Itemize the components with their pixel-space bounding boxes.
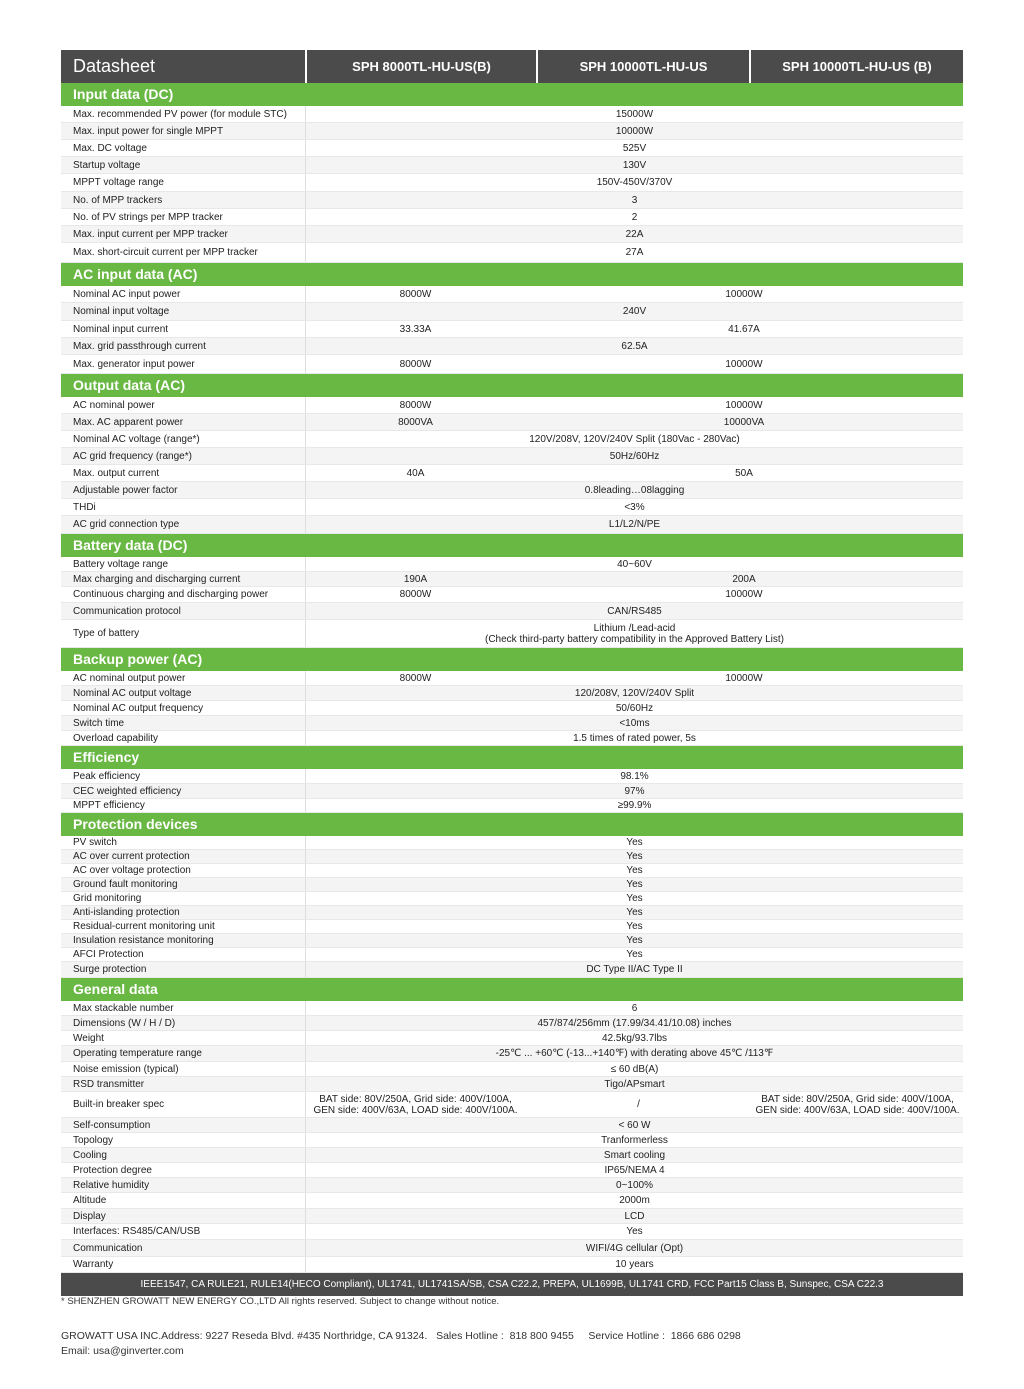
row-label: Noise emission (typical) [61,1062,306,1076]
row-label: Max. grid passthrough current [61,338,306,354]
model-column-3: SPH 10000TL-HU-US (B) [751,50,963,83]
row-label: AC grid frequency (range*) [61,448,306,464]
row-value: Yes [626,1226,643,1237]
row-value: 50A [735,467,753,479]
row-label: Max. output current [61,465,306,481]
footer-email-line: Email: usa@ginverter.com [61,1345,184,1357]
row-value: 120V/208V, 120V/240V Split (180Vac - 280Vac) [529,433,740,445]
section-header: Efficiency [61,746,963,769]
row-label: Weight [61,1031,306,1045]
row-value: 10000W [725,589,763,600]
row-label: AC over current protection [61,850,306,863]
table-row [61,174,963,192]
row-label: RSD transmitter [61,1077,306,1091]
section-header: Output data (AC) [61,374,963,397]
table-row [61,906,963,920]
table-row [61,962,963,978]
table-header [61,50,963,83]
section-header: Backup power (AC) [61,648,963,671]
row-label: Relative humidity [61,1178,306,1192]
table-row [61,465,963,482]
row-value: 8000W [399,672,432,684]
table-row [61,1118,963,1133]
row-value: WIFI/4G cellular (Opt) [585,1242,684,1254]
table-row [61,1224,963,1240]
row-label: Anti-islanding protection [61,906,306,919]
row-label: Adjustable power factor [61,482,306,498]
row-value: 457/874/256mm (17.99/34.41/10.08) inches [537,1017,732,1029]
row-value: 10000W [725,288,763,300]
footer-address-line: GROWATT USA INC.Address: 9227 Reseda Blvd. #435 Northridge, CA 91324. Sales Hotline : 818 800 9455 Service Hotline : 1866 686 0298 [61,1330,741,1342]
row-value: 50Hz/60Hz [609,450,660,462]
row-value: Tigo/APsmart [604,1078,665,1090]
table-row [61,1257,963,1273]
row-value: 22A [625,228,644,240]
row-label: Nominal input voltage [61,303,306,320]
row-label: Switch time [61,716,306,730]
footer-contact [61,1329,741,1359]
copyright-note: * SHENZHEN GROWATT NEW ENERGY CO.,LTD All rights reserved. Subject to change without notice. [61,1296,500,1307]
row-value: 62.5A [621,340,648,352]
row-label: Nominal AC output voltage [61,686,306,700]
row-label: Communication protocol [61,603,306,619]
table-row [61,157,963,174]
table-row [61,1178,963,1193]
row-label: Residual-current monitoring unit [61,920,306,933]
row-value: 41.67A [728,323,760,335]
row-label: Nominal AC voltage (range*) [61,431,306,447]
table-row [61,140,963,157]
row-value: LCD [624,1210,645,1222]
row-value: Yes [626,837,643,848]
row-value: 10000VA [723,416,765,428]
table-row [61,243,963,263]
table-row [61,716,963,731]
row-label: Cooling [61,1148,306,1162]
row-value: 240V [622,306,647,317]
row-label: Max charging and discharging current [61,572,306,586]
row-value: Smart cooling [603,1149,666,1161]
row-label: Max. generator input power [61,355,306,373]
row-value: Yes [626,935,643,946]
row-label: AC over voltage protection [61,864,306,877]
row-value: / [637,1099,640,1110]
row-value: IP65/NEMA 4 [604,1164,665,1176]
row-value: <3% [624,501,645,513]
row-label: Continuous charging and discharging power [61,587,306,602]
row-label: Interfaces: RS485/CAN/USB [61,1224,306,1239]
row-value: 8000W [399,288,432,300]
table-body [61,83,963,1273]
row-label: Nominal AC output frequency [61,701,306,715]
datasheet-title: Datasheet [61,50,305,83]
row-value: 2000m [619,1195,650,1206]
table-row [61,557,963,572]
row-value: 8000VA [398,416,433,428]
model-column-2: SPH 10000TL-HU-US [538,50,749,83]
row-label: Max stackable number [61,1001,306,1015]
row-value: -25℃ ... +60℃ (-13...+140℉) with derating above 45℃ /113℉ [495,1048,774,1059]
row-label: AC grid connection type [61,516,306,533]
row-label: No. of MPP trackers [61,192,306,208]
row-value: 190A [403,573,428,585]
row-label: Grid monitoring [61,892,306,905]
row-value: 33.33A [399,323,432,335]
table-row [61,1062,963,1077]
section-header: AC input data (AC) [61,263,963,286]
table-row [61,355,963,374]
table-row [61,587,963,603]
row-value: BAT side: 80V/250A, Grid side: 400V/100A, GEN side: 400V/63A, LOAD side: 400V/100A. [313,1093,518,1116]
row-label: Surge protection [61,962,306,977]
table-row [61,1001,963,1016]
row-label: AC nominal power [61,397,306,413]
row-label: Max. DC voltage [61,140,306,156]
section-header: Protection devices [61,813,963,836]
table-row [61,948,963,962]
row-value: 2 [631,211,638,223]
table-row [61,499,963,516]
table-row [61,892,963,906]
row-value: 10 years [615,1259,654,1270]
row-label: Warranty [61,1257,306,1272]
row-label: No. of PV strings per MPP tracker [61,209,306,225]
row-label: PV switch [61,836,306,849]
row-label: Protection degree [61,1163,306,1177]
table-row [61,1193,963,1209]
row-label: Max. input power for single MPPT [61,123,306,139]
row-value: 10000W [725,672,763,684]
row-value: 15000W [615,108,654,120]
row-value: 42.5kg/93.7lbs [601,1032,668,1044]
row-value: Tranformerless [601,1134,668,1146]
row-label: AFCI Protection [61,948,306,961]
model-column-1: SPH 8000TL-HU-US(B) [307,50,536,83]
table-row [61,397,963,414]
row-label: Max. input current per MPP tracker [61,226,306,242]
row-label: Insulation resistance monitoring [61,934,306,947]
row-value: Lithium /Lead-acid (Check third-party battery compatibility in the Approved Battery List) [484,622,785,645]
row-value: Yes [626,865,643,876]
table-row [61,1209,963,1224]
table-row [61,603,963,620]
row-label: Startup voltage [61,157,306,173]
row-value: 6 [631,1002,638,1014]
table-row [61,321,963,338]
row-value: Yes [626,879,643,890]
row-value: 98.1% [620,770,649,782]
table-row [61,769,963,784]
row-value: 40~60V [617,558,652,570]
row-value: Yes [626,921,643,932]
row-label: Dimensions (W / H / D) [61,1016,306,1030]
table-row [61,572,963,587]
row-label: Max. recommended PV power (for module STC) [61,106,306,122]
table-row [61,1077,963,1092]
table-row [61,209,963,226]
table-row [61,878,963,892]
row-value: 525V [622,142,647,154]
table-row [61,448,963,465]
row-value: 40A [406,467,425,479]
row-label: Overload capability [61,731,306,745]
table-row [61,192,963,209]
table-row [61,701,963,716]
table-row [61,920,963,934]
table-row [61,482,963,499]
table-row [61,850,963,864]
table-row [61,286,963,303]
row-value: 0~100% [616,1179,653,1191]
row-label: CEC weighted efficiency [61,784,306,798]
row-value: 0.8leading…08lagging [584,484,685,496]
table-row [61,864,963,878]
table-row [61,431,963,448]
table-row [61,671,963,686]
row-value: 10000W [615,125,654,137]
row-label: THDi [61,499,306,515]
table-row [61,1148,963,1163]
row-value: Yes [626,851,643,862]
table-row [61,1016,963,1031]
row-label: Built-in breaker spec [61,1092,306,1117]
table-row [61,1092,963,1118]
table-row [61,620,963,648]
row-label: Nominal AC input power [61,286,306,302]
row-value: BAT side: 80V/250A, Grid side: 400V/100A, GEN side: 400V/63A, LOAD side: 400V/100A. [755,1093,960,1116]
table-row [61,686,963,701]
row-label: Altitude [61,1193,306,1208]
table-row [61,414,963,431]
row-value: Yes [626,949,643,960]
row-value: 3 [631,194,638,206]
certifications-bar: IEEE1547, CA RULE21, RULE14(HECO Compliant), UL1741, UL1741SA/SB, CSA C22.2, PREPA, UL1699B, UL1741 CRD, FCC Part15 Class B, Sunspec, CSA C22.3 [61,1273,963,1296]
row-label: Nominal input current [61,321,306,337]
row-label: Max. short-circuit current per MPP tracker [61,243,306,262]
row-label: Type of battery [61,620,306,647]
row-value: 97% [624,785,645,797]
row-label: MPPT efficiency [61,799,306,812]
row-value: L1/L2/N/PE [608,519,661,530]
table-row [61,1163,963,1178]
row-value: < 60 W [618,1119,651,1131]
row-value: 200A [732,573,756,585]
row-label: Peak efficiency [61,769,306,783]
row-value: <10ms [619,717,650,729]
row-value: 150V-450V/370V [596,177,673,188]
section-header: Input data (DC) [61,83,963,106]
table-row [61,836,963,850]
table-row [61,731,963,746]
row-label: AC nominal output power [61,671,306,685]
row-label: Topology [61,1133,306,1147]
row-value: 8000W [399,589,432,600]
row-label: Display [61,1209,306,1223]
row-value: 50/60Hz [615,702,654,714]
row-value: Yes [626,893,643,904]
table-row [61,123,963,140]
row-value: CAN/RS485 [607,605,662,617]
table-row [61,303,963,321]
table-row [61,1031,963,1046]
table-row [61,784,963,799]
row-value: DC Type II/AC Type II [586,964,683,975]
row-value: 130V [622,159,647,171]
table-row [61,516,963,534]
row-label: Max. AC apparent power [61,414,306,430]
row-label: MPPT voltage range [61,174,306,191]
table-row [61,799,963,813]
row-label: Ground fault monitoring [61,878,306,891]
section-header: General data [61,978,963,1001]
table-row [61,338,963,355]
table-row [61,934,963,948]
table-row [61,1046,963,1062]
row-value: 8000W [399,358,432,370]
table-row [61,1133,963,1148]
row-value: 10000W [725,399,763,411]
row-value: ≥99.9% [617,800,652,811]
row-value: 1.5 times of rated power, 5s [573,732,696,744]
row-value: ≤ 60 dB(A) [610,1063,659,1075]
row-value: Yes [626,907,643,918]
row-label: Battery voltage range [61,557,306,571]
row-label: Communication [61,1240,306,1256]
section-header: Battery data (DC) [61,534,963,557]
row-value: 120/208V, 120V/240V Split [574,687,695,699]
table-row [61,1240,963,1257]
table-row [61,106,963,123]
row-label: Operating temperature range [61,1046,306,1061]
table-row [61,226,963,243]
row-value: 27A [625,247,644,258]
row-value: 10000W [725,358,763,370]
datasheet-table [61,50,963,1296]
row-label: Self-consumption [61,1118,306,1132]
row-value: 8000W [399,399,432,411]
